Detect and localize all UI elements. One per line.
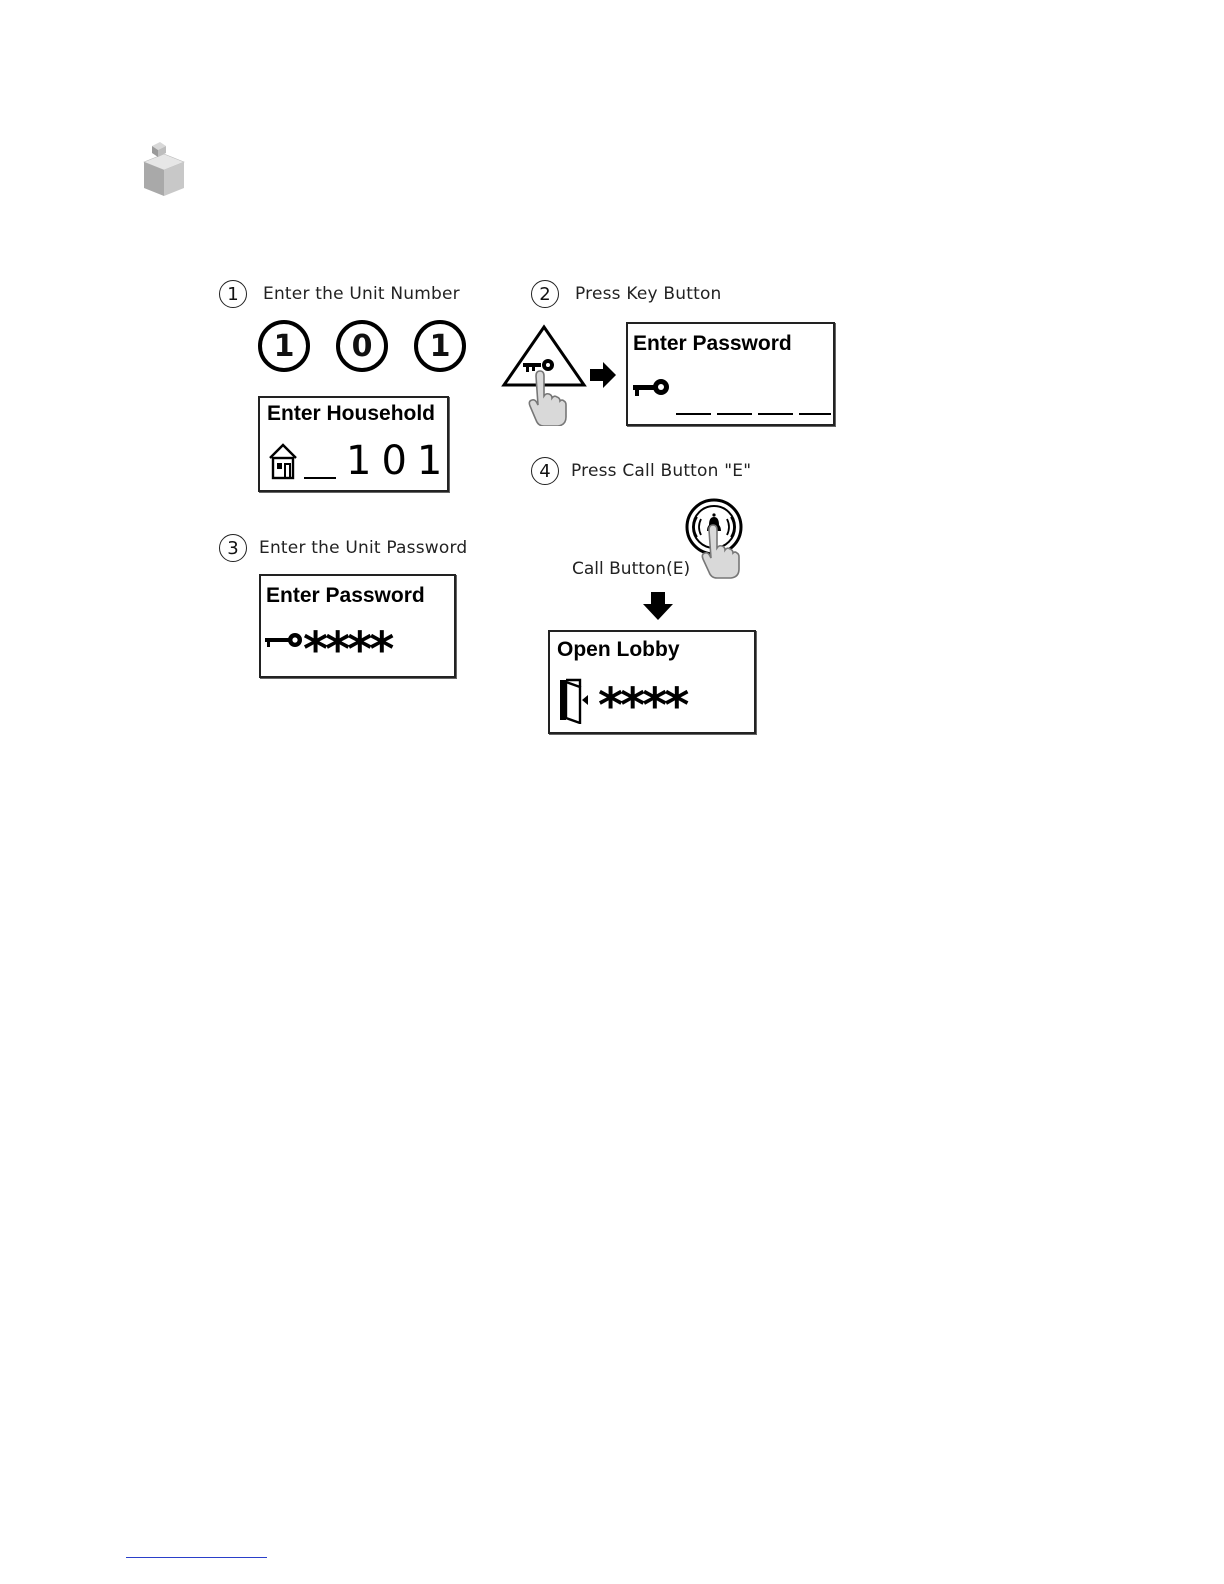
keypad-key-1: 1 xyxy=(258,320,310,372)
lcd-title: Open Lobby xyxy=(557,638,680,661)
password-stars: **** xyxy=(598,678,687,734)
step-label: Enter the Unit Number xyxy=(263,284,460,304)
key-button-icon xyxy=(501,324,587,426)
call-button-caption: Call Button(E) xyxy=(572,559,691,579)
password-slot xyxy=(799,413,831,415)
arrow-right-icon xyxy=(590,362,616,388)
house-icon xyxy=(268,442,298,480)
door-icon xyxy=(558,678,590,724)
step-number: 1 xyxy=(219,280,247,308)
cube-icon xyxy=(138,140,190,198)
key-icon xyxy=(264,632,304,650)
step-label: Enter the Unit Password xyxy=(259,538,468,558)
step-label: Press Call Button "E" xyxy=(571,461,752,481)
step-2-header xyxy=(531,280,722,308)
input-cursor xyxy=(304,477,336,479)
password-stars: **** xyxy=(303,622,392,678)
lcd-title: Enter Password xyxy=(266,584,425,607)
lcd-open-lobby xyxy=(548,630,756,734)
step-1-header xyxy=(219,280,460,308)
password-slot xyxy=(676,413,711,415)
lcd-enter-password xyxy=(626,322,835,426)
lcd-title: Enter Household xyxy=(267,402,436,425)
key-icon xyxy=(632,378,670,398)
household-number: 101 xyxy=(346,438,453,484)
lcd-enter-password-filled xyxy=(259,574,456,678)
keypad-key-1b: 1 xyxy=(414,320,466,372)
step-3-header xyxy=(219,534,467,562)
call-button-icon xyxy=(683,498,745,584)
step-number: 4 xyxy=(531,457,559,485)
lcd-enter-household xyxy=(258,396,453,492)
password-slot xyxy=(717,413,752,415)
step-4-header xyxy=(531,457,751,485)
arrow-down-icon xyxy=(643,592,673,620)
step-number: 2 xyxy=(531,280,559,308)
keypad-key-0: 0 xyxy=(336,320,388,372)
lcd-title: Enter Password xyxy=(633,332,792,355)
password-slot xyxy=(758,413,793,415)
step-label: Press Key Button xyxy=(575,284,722,304)
step-number: 3 xyxy=(219,534,247,562)
footnote-rule xyxy=(126,1557,267,1558)
